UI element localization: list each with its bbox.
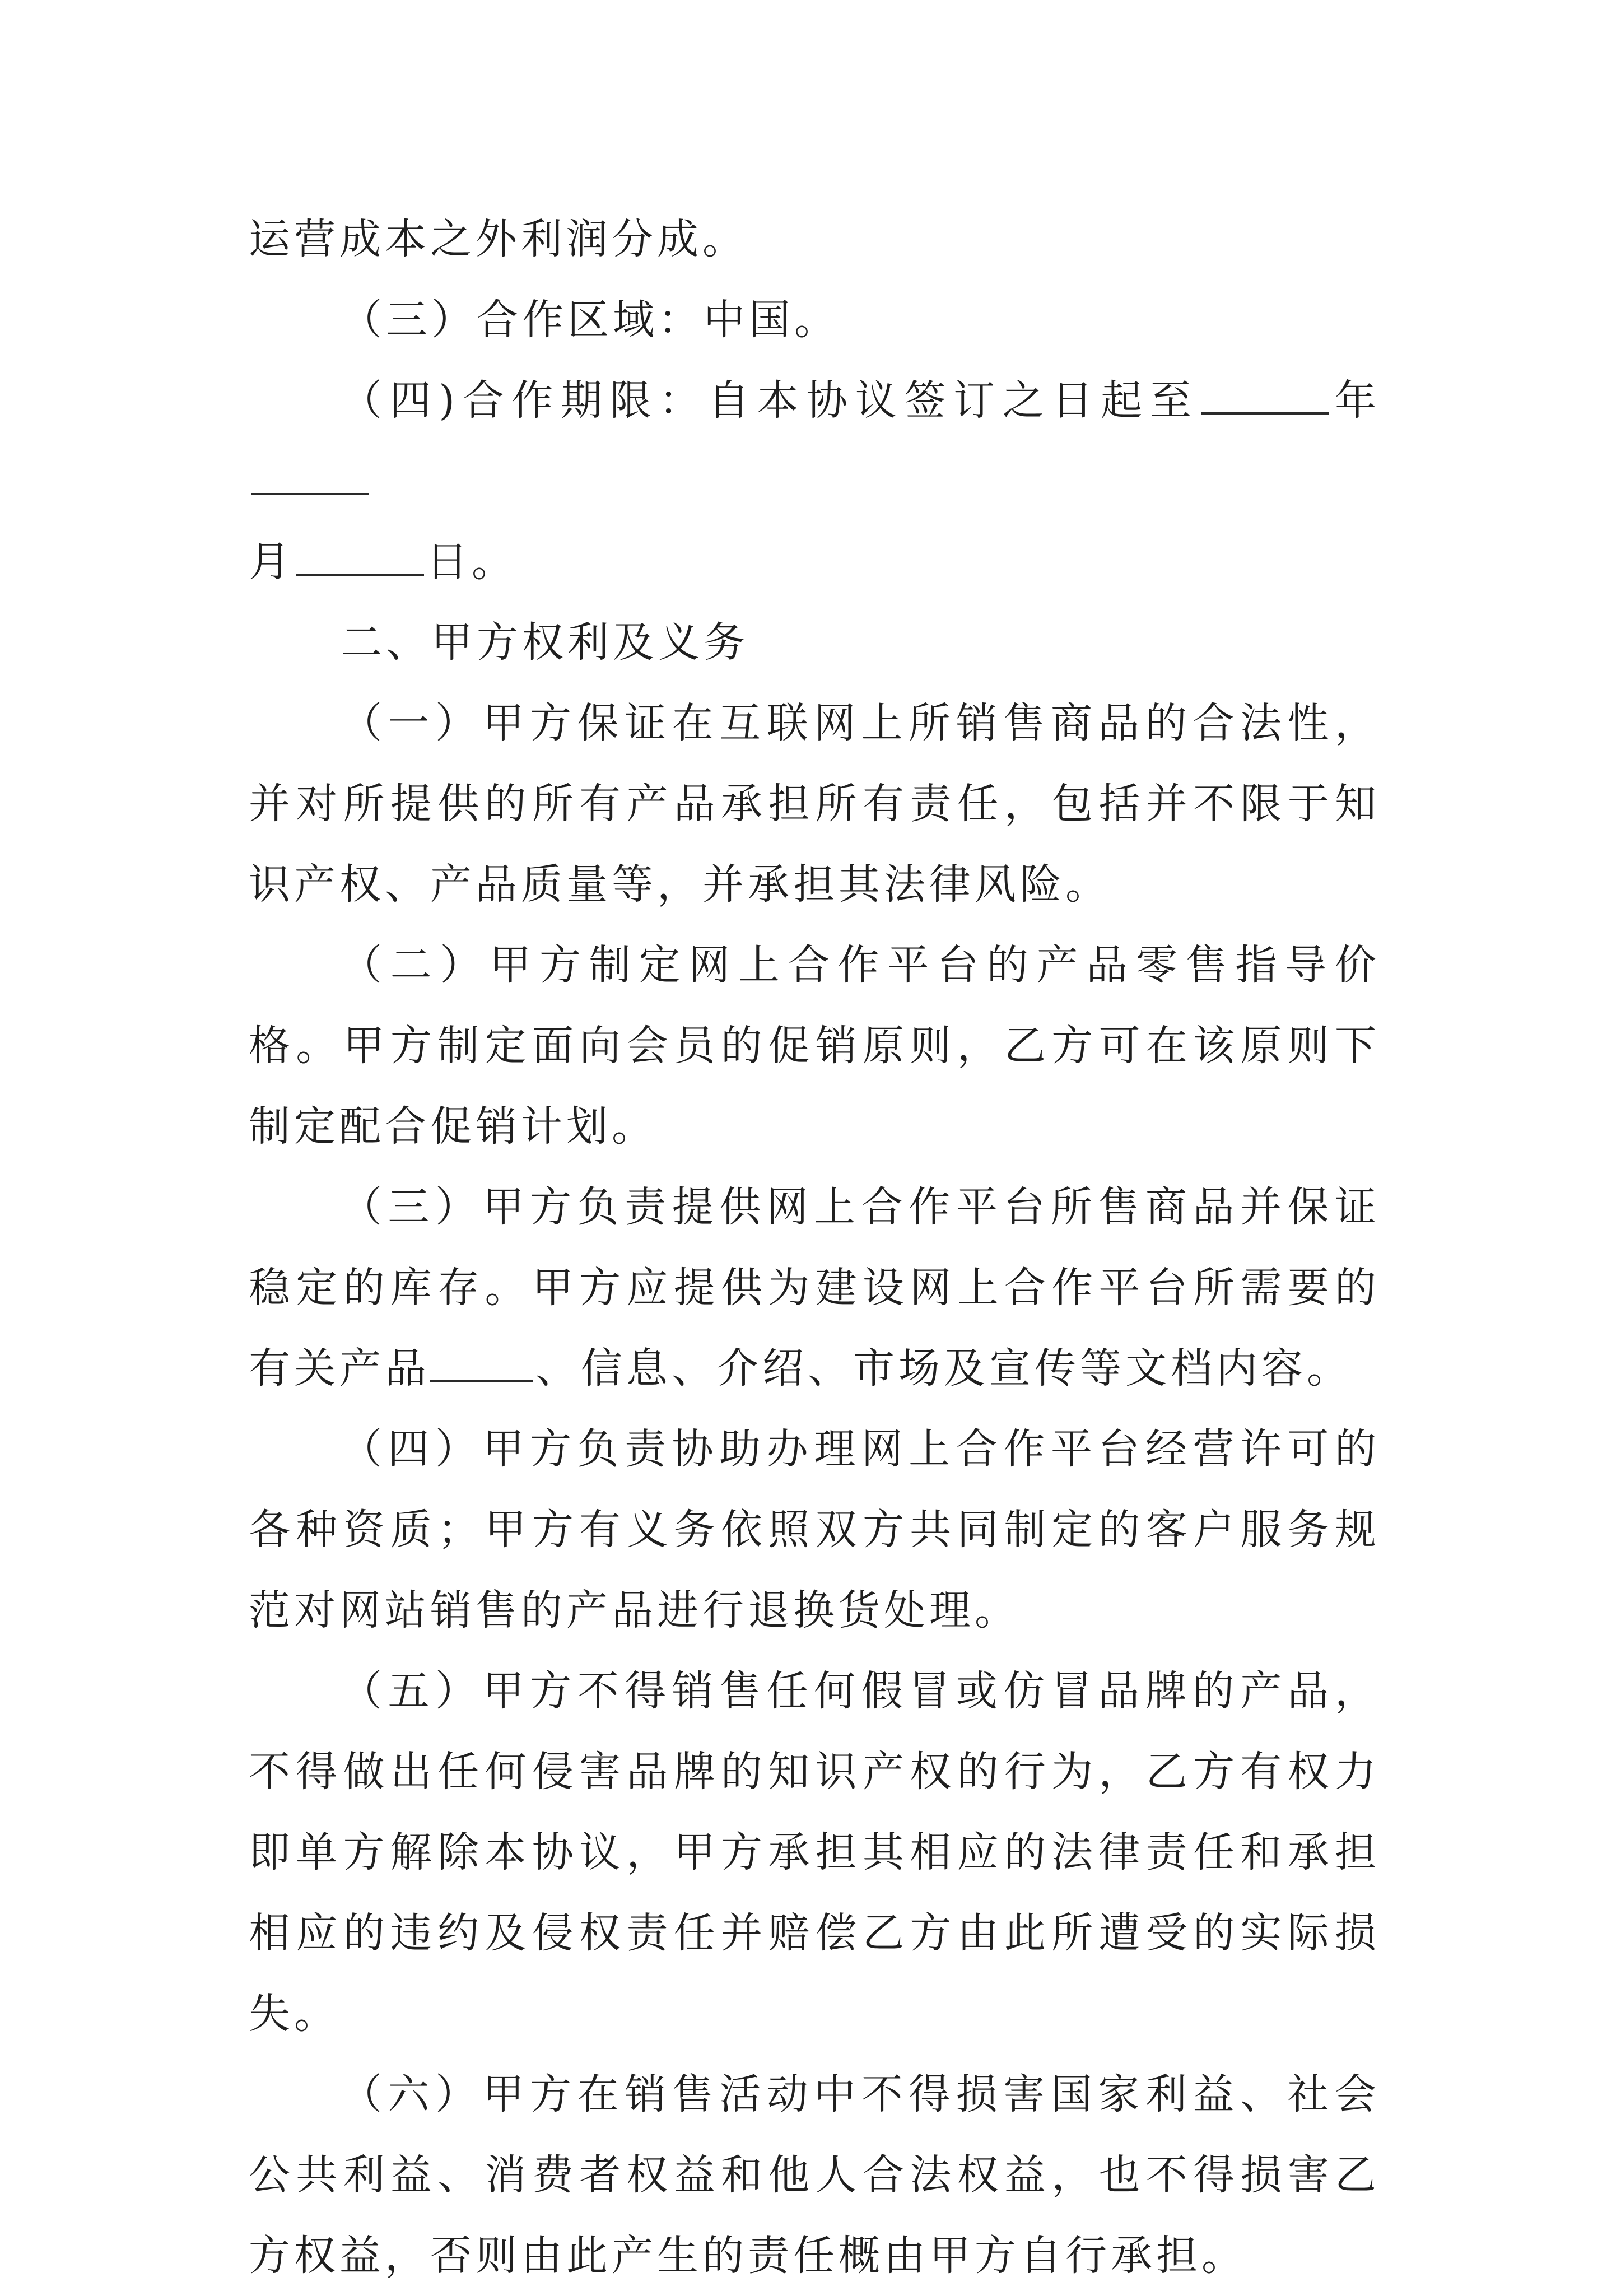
day-blank: [296, 532, 424, 576]
paragraph-cooperation-region: （三）合作区域：中国。: [341, 296, 840, 344]
term-text-start: （四)合作期限：自本协议签订之日起至: [341, 376, 1199, 425]
year-blank: [1201, 371, 1329, 415]
paragraph-clause-1: （一）甲方保证在互联网上所销售商品的合法性，并对所提供的所有产品承担所有责任，包括并不限于知识产权、产品质量等，并承担其法律风险。: [249, 699, 1380, 909]
section-heading-party-a-rights: 二、甲方权利及义务: [341, 618, 749, 667]
paragraph-cooperation-term: [249, 360, 1380, 602]
paragraph-clause-6: （六）甲方在销售活动中不得损害国家利益、社会公共利益、消费者权益和他人合法权益，也不得损害乙方权益，否则由此产生的责任概由甲方自行承担。: [249, 2070, 1380, 2280]
term-month-label: 月: [249, 538, 294, 586]
paragraph-clause-4: （四）甲方负责协助办理网上合作平台经营许可的各种资质；甲方有义务依照双方共同制定的客户服务规范对网站销售的产品进行退换货处理。: [249, 1425, 1380, 1634]
term-year-label: 年: [1331, 376, 1380, 425]
term-day-label: 日。: [426, 538, 517, 586]
paragraph-clause-3: [249, 1167, 1380, 1409]
paragraph-profit-share: 运营成本之外利润分成。: [249, 215, 748, 263]
document-body: [249, 199, 1380, 2296]
paragraph-clause-5: （五）甲方不得销售任何假冒或仿冒品牌的产品，不得做出任何侵害品牌的知识产权的行为，乙方有权力即单方解除本协议，甲方承担其相应的法律责任和承担相应的违约及侵权责任并赔偿乙方由此所遭受的实际损失。: [249, 1667, 1380, 2038]
clause-3-text-end: 、信息、介绍、市场及宣传等文档内容。: [535, 1344, 1352, 1392]
clause-3-text-start: （三）甲方负责提供网上合作平台所售商品并保证稳定的库存。甲方应提供为建设网上合作平台所需要的有关产品: [249, 1183, 1380, 1392]
paragraph-clause-2: （二）甲方制定网上合作平台的产品零售指导价格。甲方制定面向会员的促销原则，乙方可在该原则下制定配合促销计划。: [249, 941, 1380, 1151]
product-blank: [430, 1339, 533, 1382]
month-blank-line1: [251, 451, 369, 495]
